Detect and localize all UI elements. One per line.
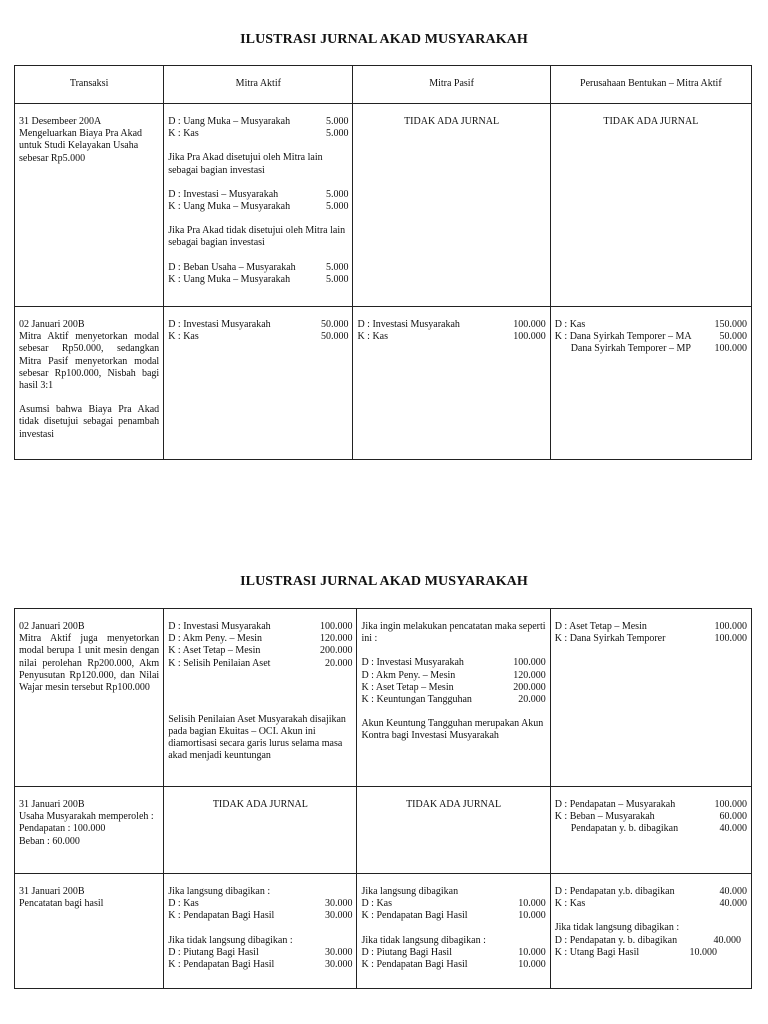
account-name: K : Dana Syirkah Temporer [554,633,666,645]
amount: 40.000 [719,823,747,835]
amount: 120.000 [513,669,546,681]
account-name: D : Investasi Musyarakah [168,319,271,330]
journal-line [361,657,545,669]
account-name: K : Uang Muka – Musyarakah [168,273,291,285]
amount: 50.000 [719,331,747,343]
journal-note: Selisih Penilaian Aset Musyarakah disajikan pada bagian Ekuitas – OCI. Akun ini diamortisasi secara garis lurus selama masa akad menjadi keuntungan [168,713,346,762]
transaksi-text: Pencatatan bagi hasil [19,898,104,910]
account-name: K : Pendapatan Bagi Hasil [168,910,275,922]
amount: 10.000 [689,946,717,958]
journal-line [168,128,348,140]
journal-line [361,898,545,910]
no-journal-label: TIDAK ADA JURNAL [603,116,699,127]
account-name: D : Pendapatan y.b. dibagikan [554,886,675,897]
page-title-2: ILUSTRASI JURNAL AKAD MUSYARAKAH [240,574,528,589]
account-name: D : Piutang Bagi Hasil [168,946,259,958]
journal-line [168,959,352,971]
amount: 5.000 [325,128,349,140]
mitra-aktif-cell [164,609,357,787]
journal-line [168,201,348,213]
transaksi-detail: Beban : 60.000 [19,835,80,847]
journal-line [168,645,352,657]
account-name: D : Beban Usaha – Musyarakah [168,261,296,273]
page-title-1: ILUSTRASI JURNAL AKAD MUSYARAKAH [240,32,528,47]
perusahaan-bentukan-cell [550,609,751,787]
account-name: D : Akm Peny. – Mesin [361,669,456,681]
journal-line [361,694,545,706]
journal-line [555,898,747,910]
journal-line [168,274,348,286]
journal-line [555,811,747,823]
account-name: Pendapatan y. b. dibagikan [570,823,679,835]
amount: 100.000 [513,319,546,330]
amount: 30.000 [324,910,353,922]
journal-line [168,633,352,645]
mitra-aktif-cell [164,787,357,874]
journal-line [361,910,545,922]
transaksi-date: 02 Januari 200B [19,319,85,330]
journal-table-1 [14,65,752,460]
amount: 100.000 [714,633,747,645]
account-name: D : Uang Muka – Musyarakah [168,116,291,127]
table-row [15,307,752,460]
amount: 100.000 [714,799,747,810]
account-name: D : Investasi Musyarakah [168,621,271,632]
account-name: K : Kas [168,331,199,343]
transaksi-cell [15,874,164,989]
amount: 50.000 [320,331,349,343]
journal-line [361,670,545,682]
mitra-pasif-cell [357,874,550,989]
transaksi-note: Asumsi bahwa Biaya Pra Akad tidak disetujui sebagai penambah investasi [19,404,160,440]
journal-note: Akun Keuntung Tangguhan merupakan Akun Kontra bagi Investasi Musyarakah [361,718,544,742]
account-name: K : Selisih Penilaian Aset [168,657,271,669]
no-journal-label: TIDAK ADA JURNAL [212,799,308,810]
perusahaan-bentukan-cell [550,104,751,307]
journal-line [555,343,747,355]
transaksi-cell [15,307,164,460]
table-row [15,104,752,307]
transaksi-text: Mitra Aktif juga menyetorkan modal berupa 1 unit mesin dengan nilai perolehan Rp200.000, Akm Penyusutan Rp120.000, dan Nilai Wajar mesin tersebut Rp100.000 [19,633,160,694]
amount: 20.000 [518,694,546,706]
journal-line [555,799,747,811]
account-name: Dana Syirkah Temporer – MP [570,343,691,355]
mitra-pasif-cell [357,787,550,874]
journal-line [168,947,352,959]
journal-line [555,621,747,633]
journal-line [168,331,348,343]
account-name: D : Kas [554,319,586,330]
amount: 30.000 [324,898,353,910]
journal-line [168,658,352,670]
header-perusahaan-bentukan: Perusahaan Bentukan – Mitra Aktif [550,66,751,104]
journal-line [357,331,545,343]
transaksi-text: Usaha Musyarakah memperoleh : [19,811,154,823]
journal-line [168,116,348,128]
amount: 50.000 [320,319,349,330]
journal-line [555,947,747,959]
journal-line [361,959,545,971]
header-mitra-aktif: Mitra Aktif [164,66,353,104]
amount: 10.000 [518,959,546,971]
amount: 5.000 [325,201,349,213]
journal-condition: Jika langsung dibagikan : [168,886,271,897]
mitra-aktif-cell [164,307,353,460]
amount: 100.000 [513,331,546,343]
transaksi-date: 31 Januari 200B [19,886,85,897]
transaksi-text: Mitra Aktif menyetorkan modal sebesar Rp50.000, sedangkan Mitra Pasif menyetorkan modal sebesar Rp100.000, Nisbah bagi hasil 3:1 [19,331,160,392]
perusahaan-bentukan-cell [550,787,751,874]
transaksi-date: 31 Desembeer 200A [19,116,102,127]
amount: 100.000 [513,657,546,669]
journal-line [168,189,348,201]
transaksi-cell [15,104,164,307]
amount: 100.000 [319,621,353,632]
table-row [15,787,752,874]
account-name: K : Keuntungan Tangguhan [361,694,472,706]
journal-intro: Jika ingin melakukan pencatatan maka seperti ini : [361,621,546,645]
journal-condition: Jika tidak langsung dibagikan : [168,934,293,946]
journal-line [357,319,545,331]
amount: 200.000 [319,645,353,657]
amount: 20.000 [324,657,353,669]
account-name: D : Kas [168,898,199,910]
account-name: K : Beban – Musyarakah [554,811,655,823]
journal-line [555,319,747,331]
journal-line [361,947,545,959]
account-name: D : Aset Tetap – Mesin [554,621,647,632]
mitra-pasif-cell [353,307,550,460]
account-name: D : Pendapatan y. b. dibagikan [554,934,678,946]
perusahaan-bentukan-cell [550,874,751,989]
header-mitra-pasif: Mitra Pasif [353,66,550,104]
amount: 120.000 [319,633,353,645]
table-header-row [15,66,752,104]
transaksi-date: 02 Januari 200B [19,621,85,632]
mitra-pasif-cell [353,104,550,307]
journal-line [555,823,747,835]
journal-line [555,633,747,645]
amount: 10.000 [518,946,546,958]
amount: 30.000 [324,946,353,958]
journal-line [555,331,747,343]
account-name: D : Pendapatan – Musyarakah [554,799,676,810]
transaksi-cell [15,787,164,874]
amount: 5.000 [325,261,349,273]
amount: 150.000 [714,319,747,330]
amount: 200.000 [513,681,546,693]
transaksi-cell [15,609,164,787]
transaksi-detail: Pendapatan : 100.000 [19,823,106,835]
transaksi-date: 31 Januari 200B [19,799,85,810]
journal-line [361,682,545,694]
journal-line [168,621,352,633]
amount: 5.000 [325,188,349,200]
amount: 10.000 [518,910,546,922]
account-name: K : Pendapatan Bagi Hasil [361,959,468,971]
account-name: D : Akm Peny. – Mesin [168,633,262,645]
account-name: K : Pendapatan Bagi Hasil [361,910,468,922]
journal-line [168,262,348,274]
journal-line [168,898,352,910]
journal-line [555,886,747,898]
account-name: D : Kas [361,898,392,910]
mitra-pasif-cell [357,609,550,787]
account-name: K : Kas [168,128,199,140]
journal-condition: Jika tidak langsung dibagikan : [554,922,680,934]
amount: 30.000 [324,959,353,971]
header-transaksi: Transaksi [15,66,164,104]
account-name: D : Piutang Bagi Hasil [361,946,452,958]
transaksi-text: Mengeluarkan Biaya Pra Akad untuk Studi Kelayakan Usaha sebesar Rp5.000 [19,128,143,164]
table-row [15,609,752,787]
journal-table-2 [14,608,752,989]
mitra-aktif-cell [164,104,353,307]
journal-line [555,935,747,947]
account-name: D : Investasi Musyarakah [357,319,460,330]
journal-line [168,319,348,331]
amount: 100.000 [714,343,747,355]
account-name: K : Aset Tetap – Mesin [361,681,454,693]
no-journal-label: TIDAK ADA JURNAL [406,799,502,810]
account-name: K : Aset Tetap – Mesin [168,645,261,657]
no-journal-label: TIDAK ADA JURNAL [404,116,500,127]
journal-condition: Jika langsung dibagikan [361,886,459,897]
account-name: K : Pendapatan Bagi Hasil [168,959,275,971]
mitra-aktif-cell [164,874,357,989]
amount: 60.000 [719,811,747,823]
account-name: K : Uang Muka – Musyarakah [168,201,291,213]
perusahaan-bentukan-cell [550,307,751,460]
account-name: K : Kas [554,898,586,910]
amount: 40.000 [719,886,747,897]
amount: 5.000 [325,116,349,127]
journal-condition: Jika tidak langsung dibagikan : [361,934,486,946]
account-name: K : Utang Bagi Hasil [554,946,640,958]
table-row [15,874,752,989]
journal-line [168,910,352,922]
amount: 10.000 [518,898,546,910]
account-name: D : Investasi Musyarakah [361,657,464,669]
amount: 100.000 [714,621,747,632]
journal-note: Jika Pra Akad tidak disetujui oleh Mitra lain sebagai bagian investasi [168,225,346,249]
journal-note: Jika Pra Akad disetujui oleh Mitra lain sebagai bagian investasi [168,152,323,176]
amount: 40.000 [713,934,741,946]
account-name: K : Kas [357,331,388,343]
account-name: K : Dana Syirkah Temporer – MA [554,331,692,343]
amount: 40.000 [719,898,747,910]
account-name: D : Investasi – Musyarakah [168,188,279,200]
amount: 5.000 [325,273,349,285]
